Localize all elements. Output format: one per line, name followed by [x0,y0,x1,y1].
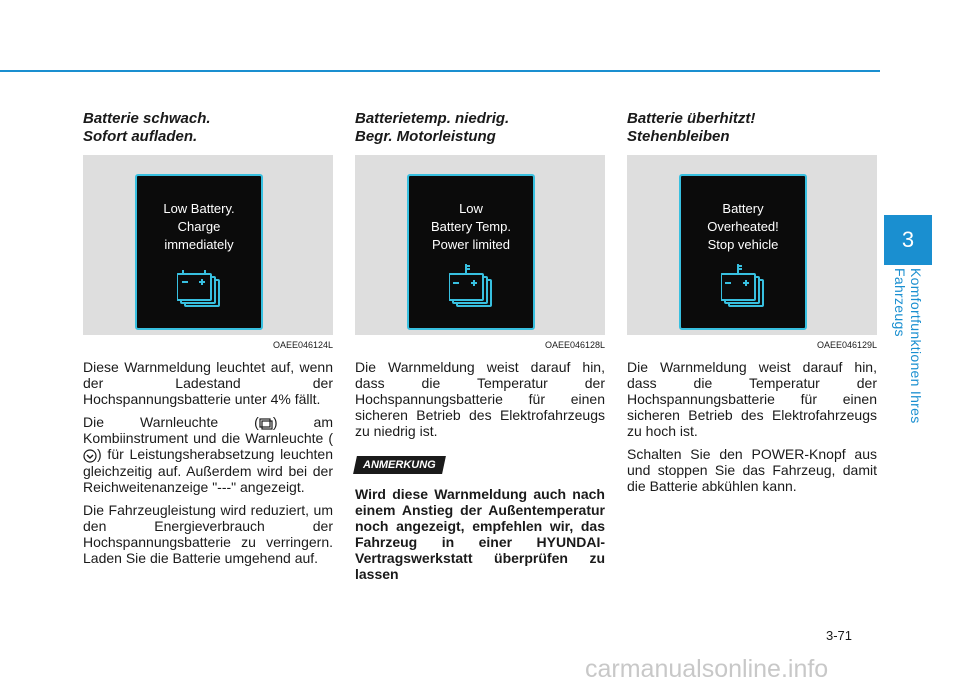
power-limit-icon [83,449,97,463]
text-fragment: ) am Kombiinstrument und die Warnleuchte ( [83,414,333,447]
note-label [353,456,446,474]
paragraph: Die Fahrzeugleistung wird reduziert, um den Energieverbrauch der Hochspannungsbatterie zu verringern. Laden Sie die Batterie umgehend auf. [83,501,333,566]
cluster-display [407,174,535,330]
display-message: Battery Overheated! Stop vehicle [707,201,779,252]
header-rule [0,70,880,72]
image-code: OAEE046128L [544,340,605,350]
text-fragment: Die Warnleuchte ( [83,414,259,430]
heading-line-2: Stehenbleiben [627,128,730,145]
section-heading [83,110,333,146]
watermark[interactable]: carmanualsonline.info [585,655,829,683]
chapter-tab[interactable]: 3 [884,215,932,265]
battery-warning-icon [259,416,273,430]
section-body [355,359,605,439]
heading-line-2: Begr. Motorleistung [355,128,496,145]
heading-line-1: Batterie überhitzt! [627,110,756,127]
note-label-text: ANMERKUNG [363,459,436,471]
heading-line-1: Batterie schwach. [83,110,211,127]
cluster-image [355,155,605,335]
image-code: OAEE046124L [272,340,333,350]
section-body [627,359,877,494]
image-code: OAEE046129L [816,340,877,350]
text-fragment: ) für Leistungsherabsetzung leuchten gleichzeitig auf. Außerdem wird bei der Reichweitenanzeige "---" angezeigt. [83,446,333,495]
section-battery-overheated [627,110,877,501]
battery-temperature-icon [721,264,767,310]
battery-temperature-icon [449,264,495,310]
heading-line-1: Batterietemp. niedrig. [355,110,510,127]
cluster-display [135,174,263,330]
section-low-battery [83,110,333,573]
cluster-display [679,174,807,330]
paragraph: Diese Warnmeldung leuchtet auf, wenn der Ladestand der Hochspannungsbatterie unter 4% fällt. [83,359,333,407]
section-low-battery-temp [355,110,605,582]
chapter-title: Komfortfunktionen Ihres Fahrzeugs [892,268,924,424]
section-heading [355,110,605,146]
display-message: Low Battery. Charge immediately [163,201,235,252]
paragraph: Schalten Sie den POWER-Knopf aus und stoppen Sie das Fahrzeug, damit die Batterie abkühlen kann. [627,446,877,494]
section-heading [627,110,877,146]
battery-warning-icon [177,268,223,310]
section-body [83,359,333,566]
cluster-image [627,155,877,335]
page-number: 3-71 [826,628,853,643]
heading-line-2: Sofort aufladen. [83,128,198,145]
paragraph: Die Warnmeldung weist darauf hin, dass die Temperatur der Hochspannungsbatterie für einen sicheren Betrieb des Elektrofahrzeugs zu niedrig ist. [355,359,605,439]
paragraph: Die Warnmeldung weist darauf hin, dass die Temperatur der Hochspannungsbatterie für einen sicheren Betrieb des Elektrofahrzeugs zu hoch ist. [627,359,877,439]
note-text: Wird diese Warnmeldung auch nach einem Anstieg der Außentemperatur noch angezeigt, empfehlen wir, das Fahrzeug in einer HYUNDAI-Vertragswerkstatt überprüfen zu lassen [355,486,605,582]
display-message: Low Battery Temp. Power limited [431,201,511,252]
cluster-image [83,155,333,335]
paragraph [83,414,333,495]
